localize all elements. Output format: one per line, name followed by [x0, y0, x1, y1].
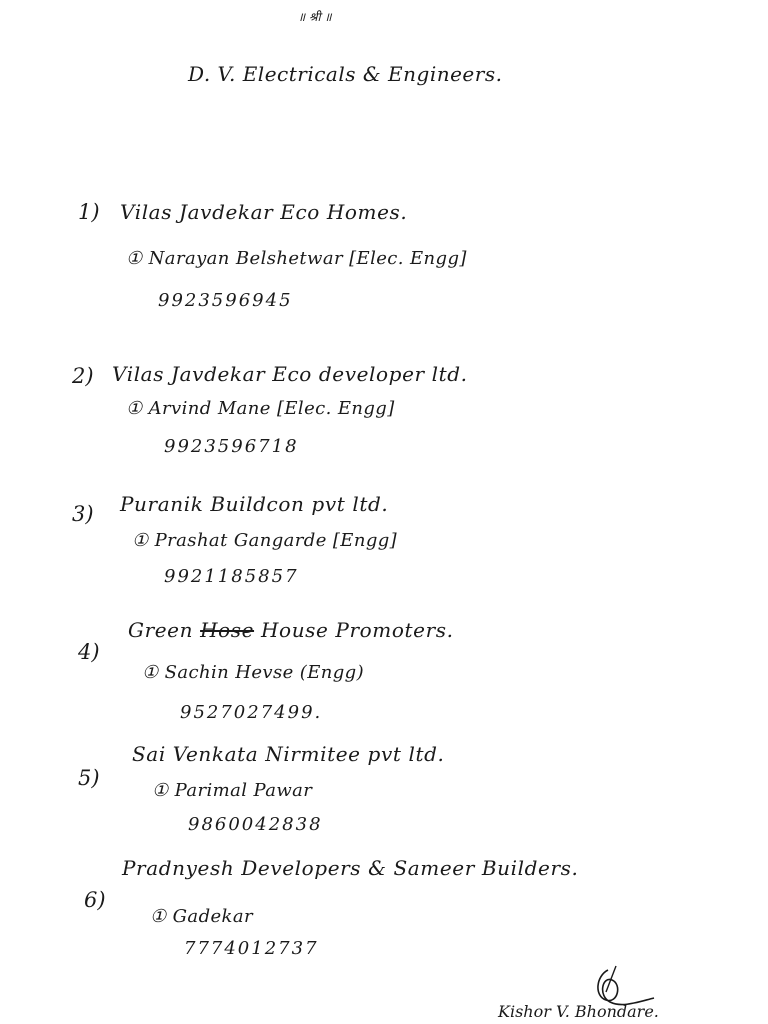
entry-number: 6) [84, 888, 106, 912]
struck-word: Hose [200, 618, 255, 642]
phone-number: 9527027499. [180, 702, 323, 723]
contact-name: ① Prashat Gangarde [Engg] [132, 530, 398, 551]
company-word: Green [128, 618, 194, 642]
invocation-text: ॥ श्री ॥ [298, 10, 332, 24]
entry-number: 5) [78, 766, 100, 790]
company-word: House Promoters. [261, 618, 454, 642]
company-name: Pradnyesh Developers & Sameer Builders. [122, 856, 579, 880]
contact-name: ① Arvind Mane [Elec. Engg] [126, 398, 395, 419]
phone-number: 9860042838 [188, 814, 323, 835]
signer-name: Kishor V. Bhondare. [498, 1002, 659, 1021]
entry-number: 4) [78, 640, 100, 664]
company-name: Vilas Javdekar Eco developer ltd. [112, 362, 468, 386]
company-name: Sai Venkata Nirmitee pvt ltd. [132, 742, 445, 766]
phone-number: 9921185857 [164, 566, 299, 587]
phone-number: 9923596718 [164, 436, 299, 457]
contact-name: ① Narayan Belshetwar [Elec. Engg] [126, 248, 467, 269]
contact-name: ① Sachin Hevse (Engg) [142, 662, 365, 683]
phone-number: 9923596945 [158, 290, 293, 311]
letterhead-title: D. V. Electricals & Engineers. [188, 62, 503, 86]
entry-number: 2) [72, 364, 94, 388]
contact-name: ① Parimal Pawar [152, 780, 313, 801]
contact-name: ① Gadekar [150, 906, 253, 927]
company-name [128, 618, 454, 642]
company-name: Puranik Buildcon pvt ltd. [120, 492, 389, 516]
company-name: Vilas Javdekar Eco Homes. [120, 200, 408, 224]
entry-number: 3) [72, 502, 94, 526]
entry-number: 1) [78, 200, 100, 224]
phone-number: 7774012737 [184, 938, 319, 959]
